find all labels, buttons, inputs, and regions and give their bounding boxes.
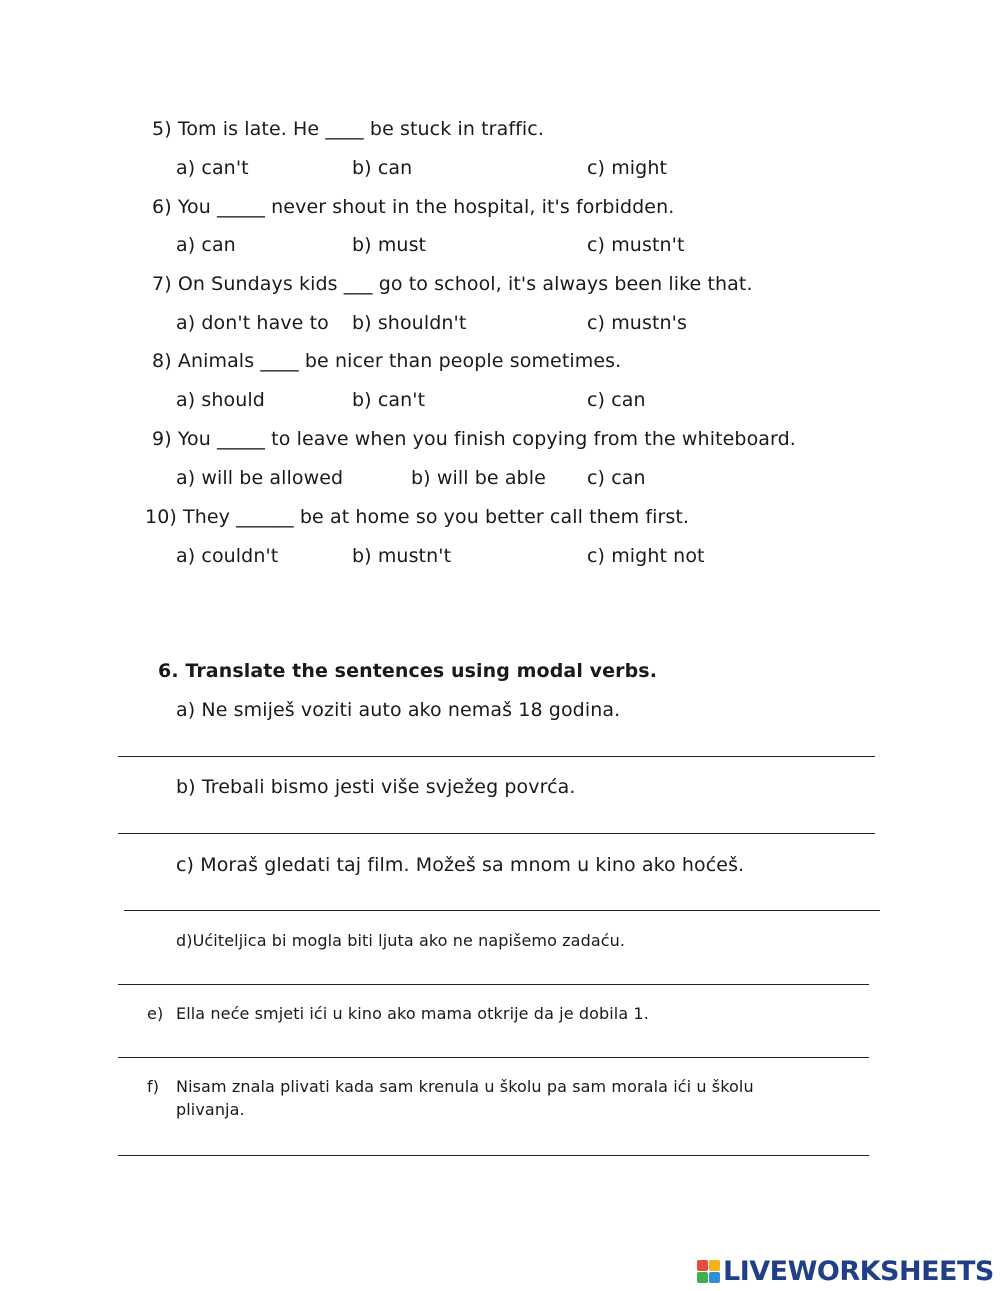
option-c[interactable]: c) might	[587, 157, 668, 179]
option-b[interactable]: b) mustn't	[352, 545, 452, 567]
option-a[interactable]: a) can	[176, 234, 236, 256]
answer-line-f[interactable]	[118, 1155, 869, 1156]
option-b[interactable]: b) shouldn't	[352, 312, 467, 334]
option-c[interactable]: c) can	[587, 467, 646, 489]
option-c[interactable]: c) can	[587, 389, 646, 411]
translate-item-f-line2: plivanja.	[176, 1100, 245, 1119]
liveworksheets-logo	[697, 1253, 994, 1289]
question-stem: 5) Tom is late. He ____ be stuck in traffic.	[152, 118, 544, 140]
option-b[interactable]: b) can't	[352, 389, 426, 411]
answer-line-a[interactable]	[118, 756, 875, 757]
question-stem: 8) Animals ____ be nicer than people sometimes.	[152, 350, 622, 372]
option-c[interactable]: c) mustn's	[587, 312, 687, 334]
answer-line-c[interactable]	[124, 910, 880, 911]
logo-wordmark: LIVEWORKSHEETS	[723, 1255, 994, 1287]
translate-item-f-label: f)	[147, 1077, 160, 1096]
option-a[interactable]: a) can't	[176, 157, 249, 179]
liveworksheets-logo-icon	[697, 1260, 720, 1283]
question-stem: 7) On Sundays kids ___ go to school, it's always been like that.	[152, 273, 753, 295]
option-b[interactable]: b) will be able	[411, 467, 546, 489]
option-a[interactable]: a) should	[176, 389, 265, 411]
option-c[interactable]: c) mustn't	[587, 234, 685, 256]
option-b[interactable]: b) can	[352, 157, 413, 179]
question-stem: 9) You _____ to leave when you finish copying from the whiteboard.	[152, 428, 796, 450]
option-b[interactable]: b) must	[352, 234, 427, 256]
section-heading: 6. Translate the sentences using modal verbs.	[158, 660, 658, 682]
translate-item-b: b) Trebali bismo jesti više svježeg povrća.	[176, 776, 576, 798]
option-a[interactable]: a) don't have to	[176, 312, 329, 334]
translate-item-c: c) Moraš gledati taj film. Možeš sa mnom u kino ako hoćeš.	[176, 854, 745, 876]
answer-line-b[interactable]	[118, 833, 875, 834]
translate-item-e-label: e)	[147, 1004, 164, 1023]
answer-line-d[interactable]	[118, 984, 869, 985]
option-a[interactable]: a) couldn't	[176, 545, 279, 567]
translate-item-f-line1: Nisam znala plivati kada sam krenula u školu pa sam morala ići u školu	[176, 1077, 754, 1096]
answer-line-e[interactable]	[118, 1057, 869, 1058]
translate-item-e: Ella neće smjeti ići u kino ako mama otkrije da je dobila 1.	[176, 1004, 649, 1023]
question-stem: 10) They ______ be at home so you better call them first.	[145, 506, 690, 528]
option-a[interactable]: a) will be allowed	[176, 467, 344, 489]
option-c[interactable]: c) might not	[587, 545, 705, 567]
translate-item-d: d)Ućiteljica bi mogla biti ljuta ako ne napišemo zadaću.	[176, 931, 626, 950]
translate-item-a: a) Ne smiješ voziti auto ako nemaš 18 godina.	[176, 699, 621, 721]
question-stem: 6) You _____ never shout in the hospital, it's forbidden.	[152, 196, 675, 218]
